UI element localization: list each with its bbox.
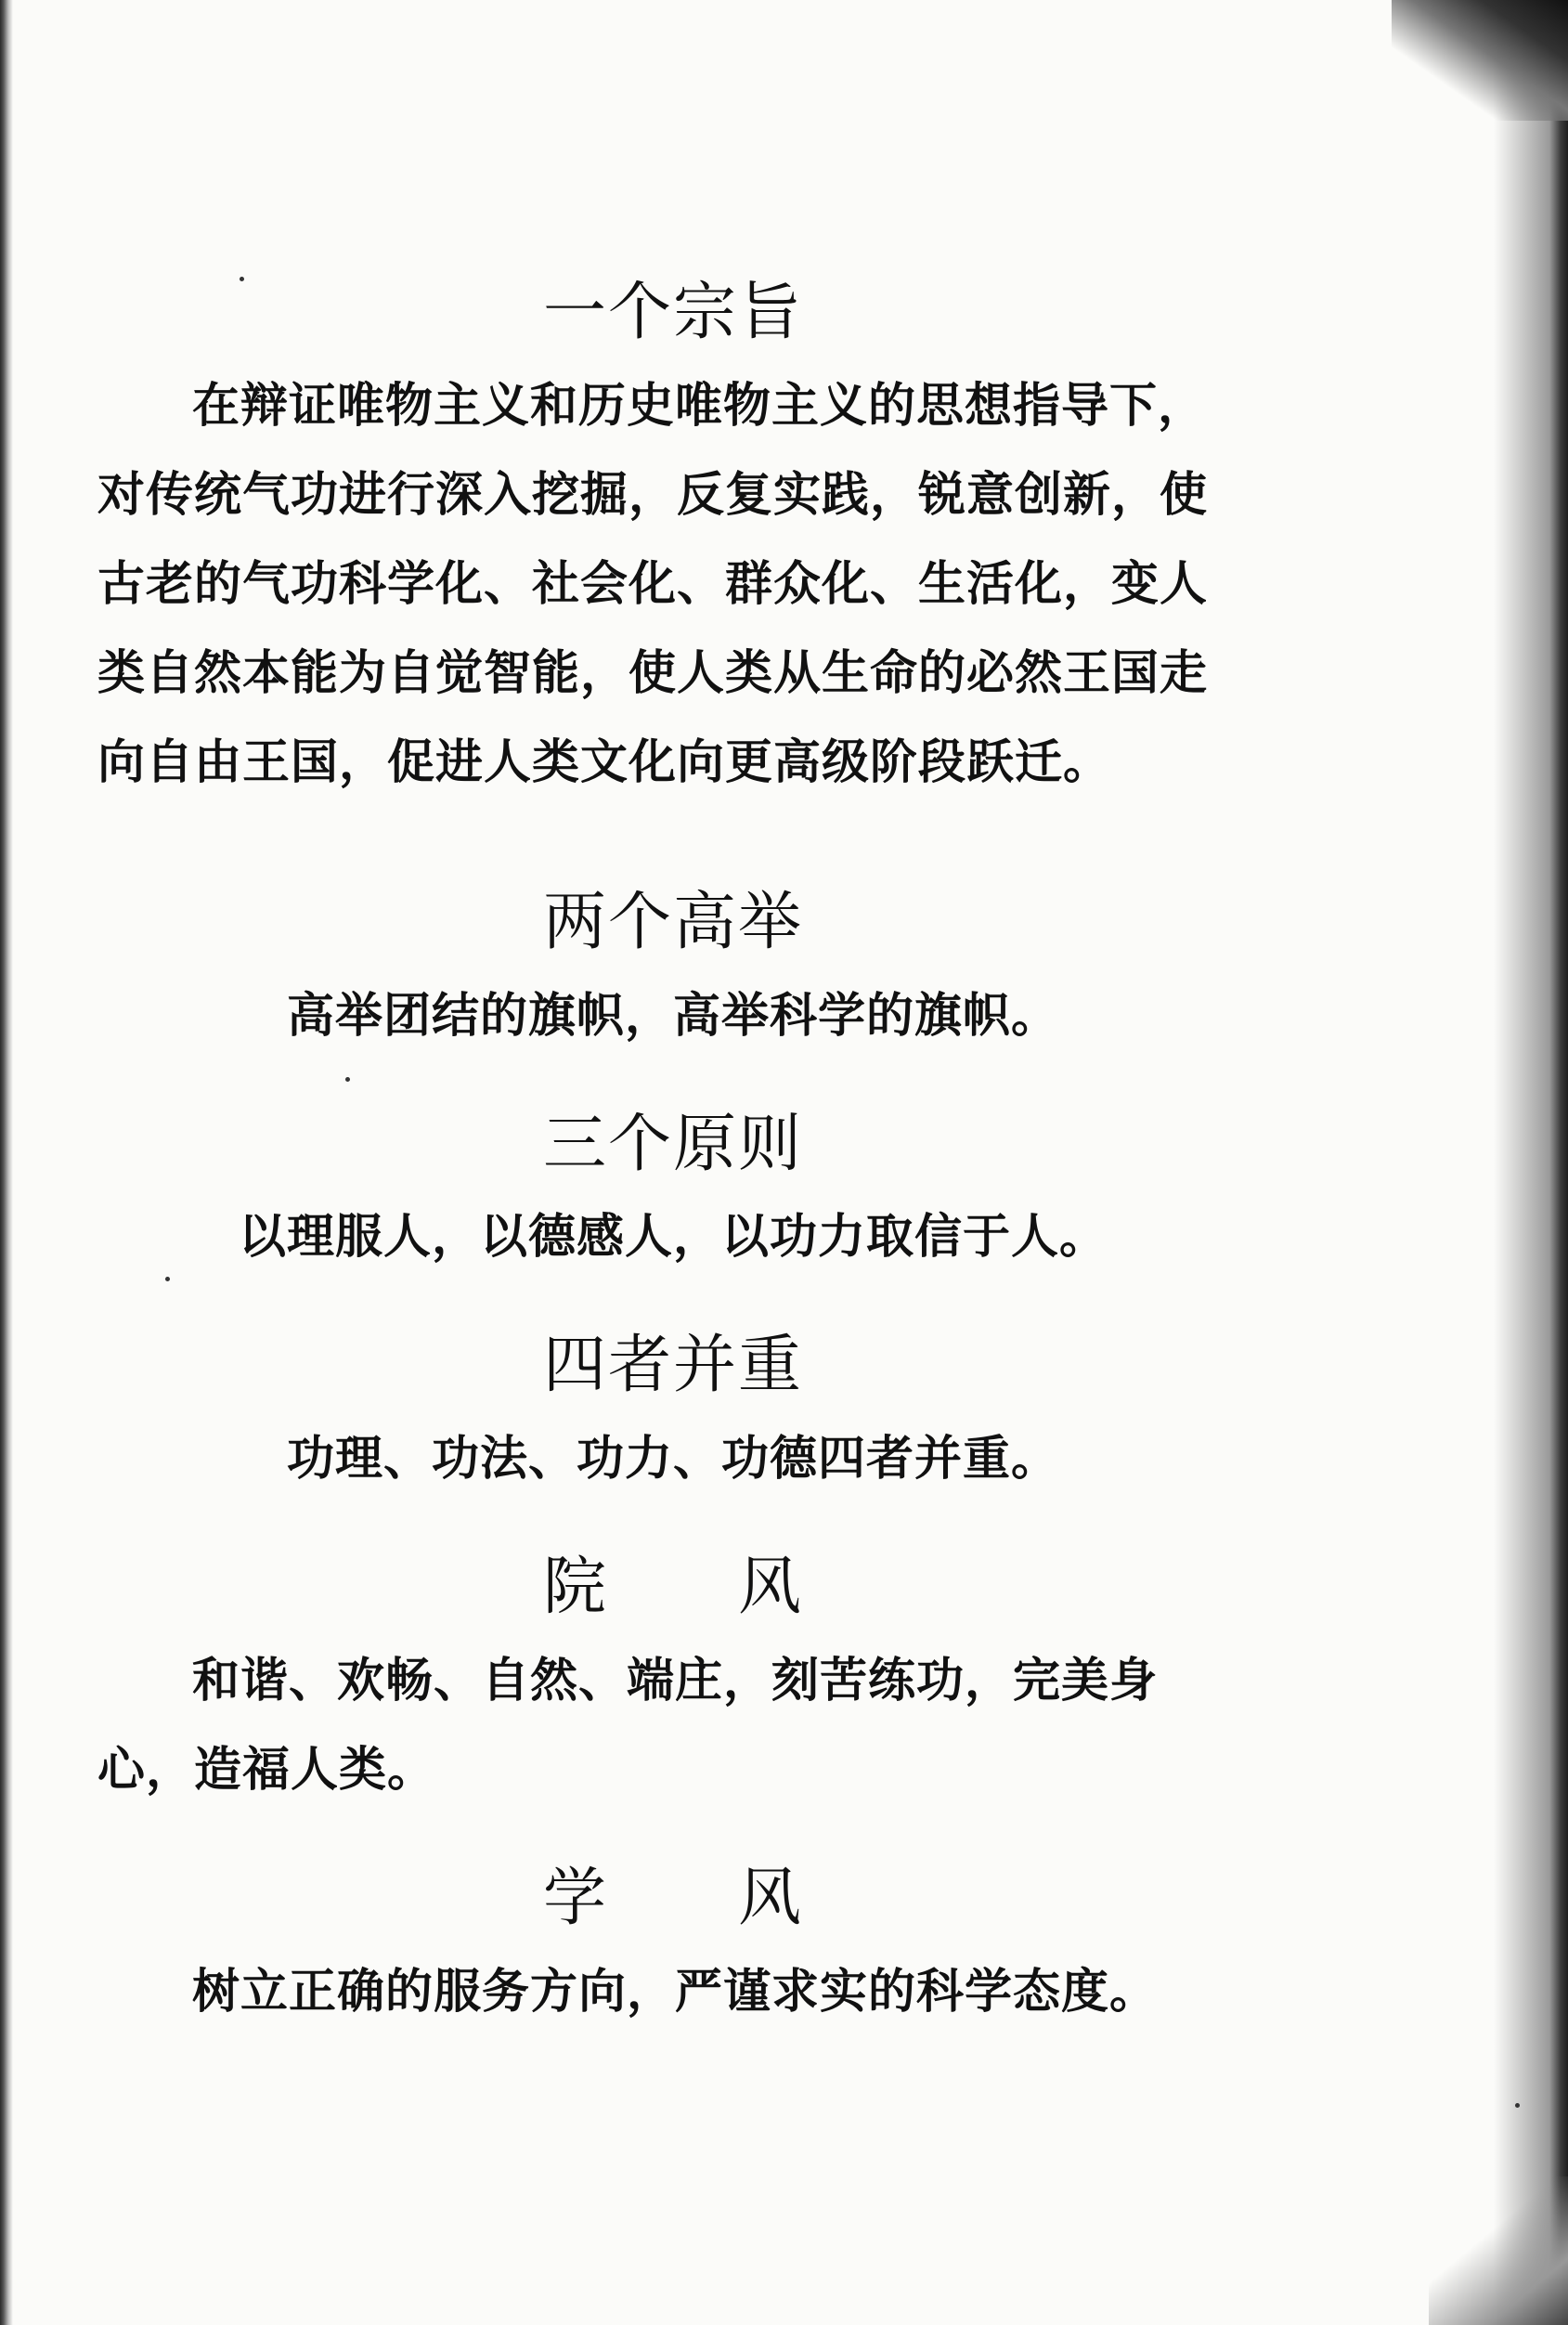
section-heading: 三个原则 [542,1107,803,1181]
page-left-edge-shadow [0,0,13,2325]
section-paragraph: 高举团结的旗帜，高举科学的旗帜。 [286,987,1059,1044]
scan-speck [1515,2103,1520,2108]
page-bottom-right-corner-shadow [1429,2176,1568,2325]
section-heading: 院 风 [542,1551,803,1625]
section-heading: 学 风 [542,1861,803,1935]
section-academy-style [97,1553,1249,1814]
section-study-style [97,1861,1249,2036]
section-heading: 一个宗旨 [542,276,803,349]
section-paragraph: 在辩证唯物主义和历史唯物主义的思想指导下，对传统气功进行深入挖掘，反复实践，锐意创新，使古老的气功科学化、社会化、群众化、生活化，变人类自然本能为自觉智能，使人类从生命的必然王国走向自由王国，促进人类文化向更高级阶段跃迁。 [97,377,1209,790]
section-paragraph: 树立正确的服务方向，严谨求实的科学态度。 [192,1963,1159,2020]
page-top-right-corner-shadow [1392,0,1568,121]
section-paragraph: 和谐、欢畅、自然、端庄，刻苦练功，完美身心，造福人类。 [97,1652,1159,1798]
section-paragraph: 功理、功法、功力、功德四者并重。 [286,1431,1059,1487]
page-right-edge-shadow [1494,0,1568,2325]
section-four-equal-emphasis [97,1331,1249,1503]
section-three-principles [97,1107,1249,1282]
section-two-upholds [97,885,1249,1060]
section-heading: 四者并重 [542,1329,803,1403]
section-purpose [97,276,1249,807]
page-content [97,276,1249,2036]
section-paragraph: 以理服人，以德感人，以功力取信于人。 [238,1209,1108,1266]
section-heading: 两个高举 [542,885,803,959]
